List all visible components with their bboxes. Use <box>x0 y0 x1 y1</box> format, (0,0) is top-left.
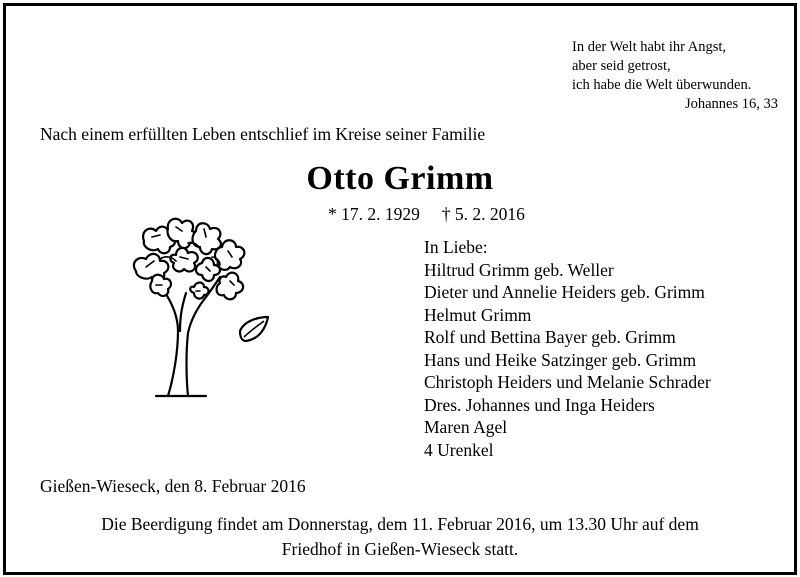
funeral-line-1: Die Beerdigung findet am Donnerstag, dem 11. Februar 2016, um 13.30 Uhr auf dem <box>101 514 699 534</box>
deceased-name: Otto Grimm <box>306 160 494 197</box>
mourner-line: Maren Agel <box>424 417 508 437</box>
mourner-line: Hiltrud Grimm geb. Weller <box>424 259 614 280</box>
mourner-line: In Liebe: <box>424 237 488 257</box>
funeral-line-2: Friedhof in Gießen-Wieseck statt. <box>281 539 519 559</box>
tree-illustration-icon <box>116 211 286 401</box>
mourners-list <box>424 236 711 461</box>
funeral-notice <box>6 512 794 562</box>
place-date: Gießen-Wieseck, den 8. Februar 2016 <box>40 476 306 496</box>
mourner-line: Dieter und Annelie Heiders geb. Grimm <box>424 282 705 302</box>
mourner-line: Helmut Grimm <box>424 304 532 325</box>
verse-line-1: In der Welt habt ihr Angst, <box>572 39 727 55</box>
intro-text: Nach einem erfüllten Leben entschlief im Kreise seiner Familie <box>40 124 486 144</box>
verse-line-3: ich habe die Welt überwunden. <box>572 77 752 93</box>
falling-leaf-icon <box>240 317 268 341</box>
mourner-line: Christoph Heiders und Melanie Schrader <box>424 372 711 392</box>
verse-reference: Johannes 16, 33 <box>684 96 778 112</box>
mourner-line: 4 Urenkel <box>424 439 494 460</box>
mourner-line: Rolf und Bettina Bayer geb. Grimm <box>424 327 676 347</box>
bible-verse <box>572 38 778 114</box>
verse-line-2: aber seid getrost, <box>572 58 671 74</box>
mourner-line: Hans und Heike Satzinger geb. Grimm <box>424 349 697 370</box>
mourner-line: Dres. Johannes und Inga Heiders <box>424 394 655 415</box>
life-dates: * 17. 2. 1929 † 5. 2. 2016 <box>328 204 525 224</box>
obituary-card <box>3 3 797 575</box>
